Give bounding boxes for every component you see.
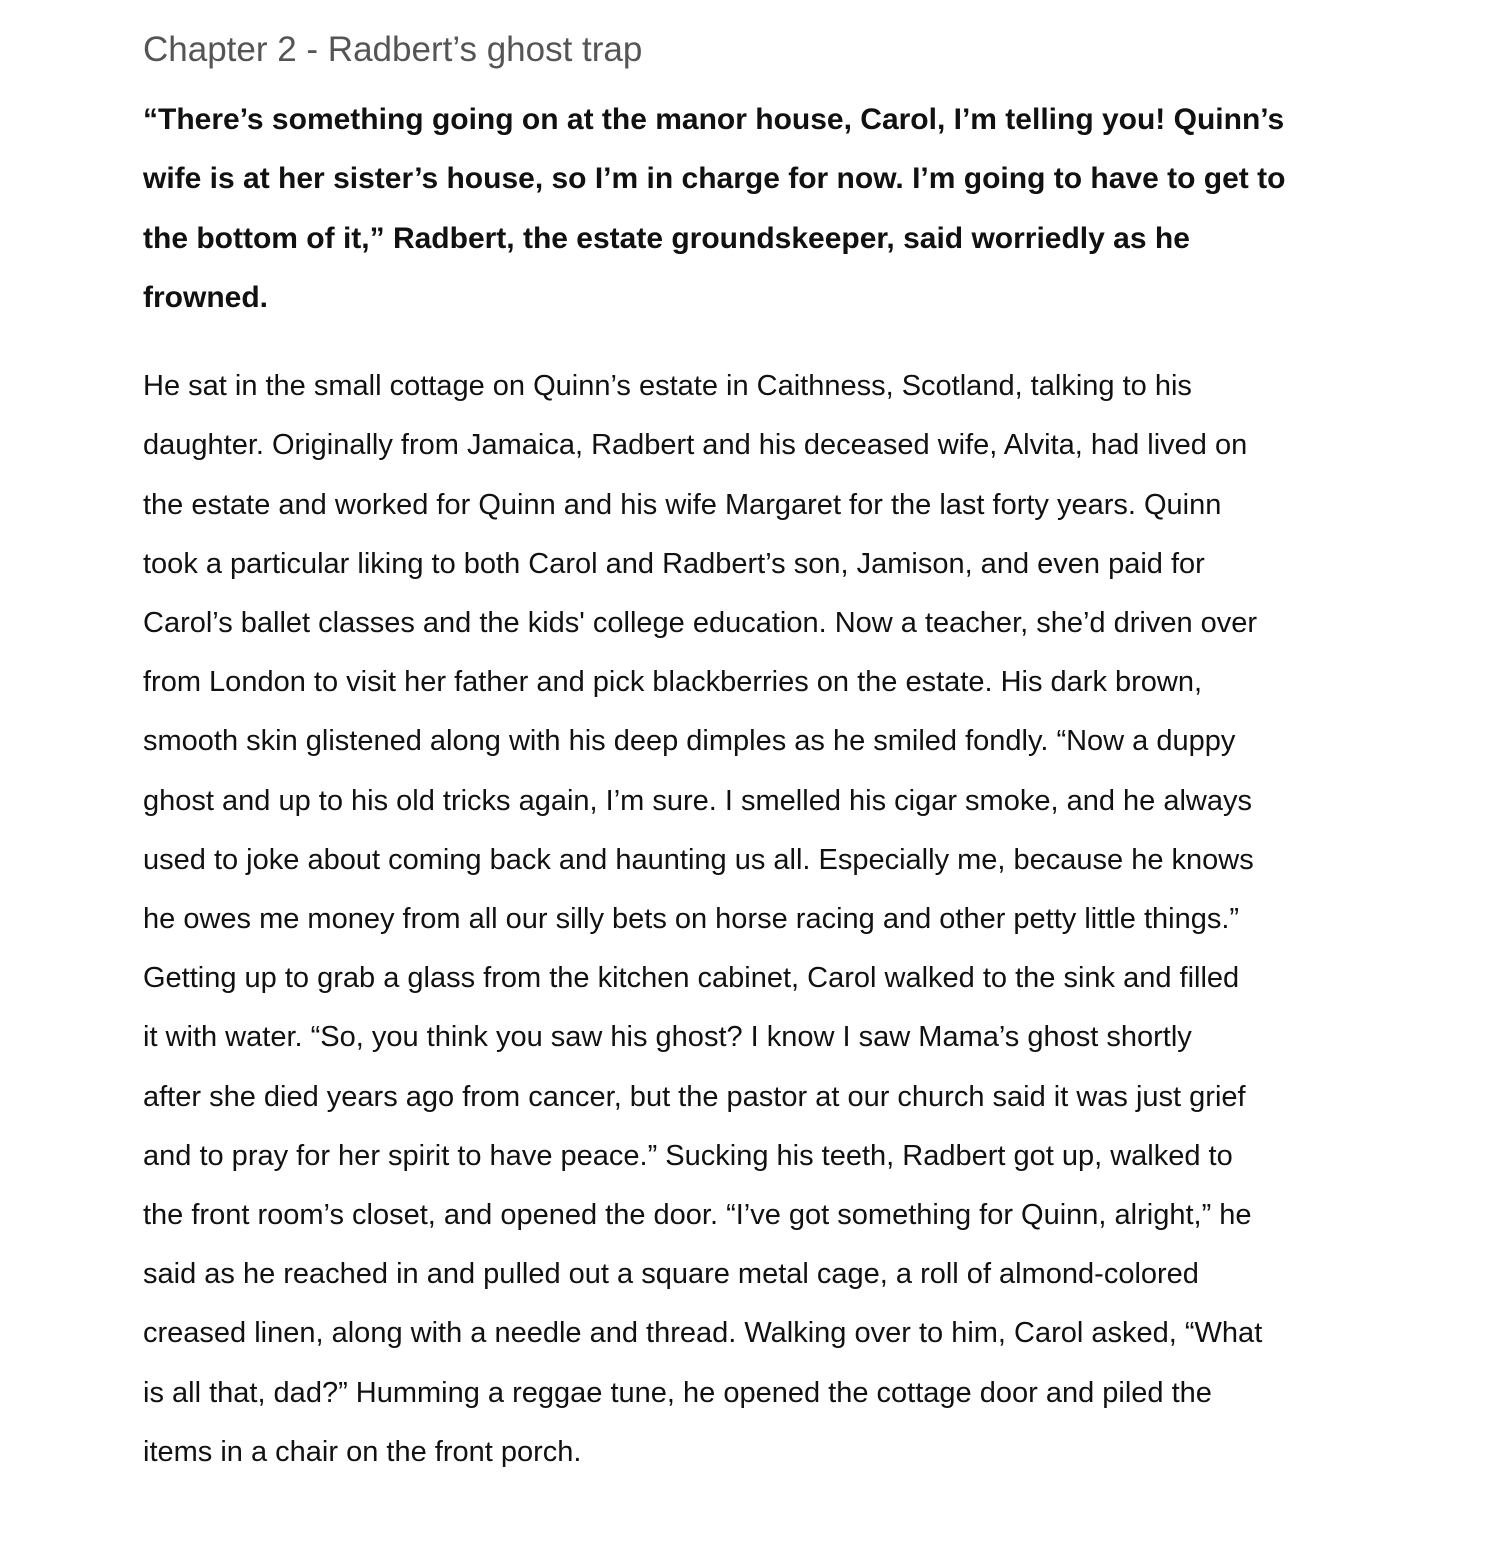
body-line: items in a chair on the front porch. bbox=[143, 1435, 582, 1468]
body-line: it with water. “So, you think you saw his ghost? I know I saw Mama’s ghost shortly bbox=[143, 1021, 1192, 1054]
body-paragraph bbox=[143, 357, 1383, 1482]
document-page bbox=[143, 22, 1383, 1482]
lead-line: wife is at her sister’s house, so I’m in charge for now. I’m going to have to get to bbox=[143, 162, 1286, 196]
lead-line: “There’s something going on at the manor house, Carol, I’m telling you! Quinn’s bbox=[143, 103, 1285, 136]
body-line: He sat in the small cottage on Quinn’s estate in Caithness, Scotland, talking to his bbox=[143, 370, 1192, 403]
body-line: daughter. Originally from Jamaica, Radbert and his deceased wife, Alvita, had lived on bbox=[143, 429, 1248, 462]
body-line: after she died years ago from cancer, but the pastor at our church said it was just grief bbox=[143, 1080, 1246, 1113]
body-line: Getting up to grab a glass from the kitchen cabinet, Carol walked to the sink and filled bbox=[143, 962, 1240, 995]
body-line: from London to visit her father and pick blackberries on the estate. His dark brown, bbox=[143, 666, 1203, 699]
body-line: the estate and worked for Quinn and his wife Margaret for the last forty years. Quinn bbox=[143, 488, 1222, 521]
body-line: creased linen, along with a needle and thread. Walking over to him, Carol asked, “What bbox=[143, 1317, 1263, 1350]
body-line: he owes me money from all our silly bets on horse racing and other petty little things.” bbox=[143, 903, 1240, 936]
lead-line: frowned. bbox=[143, 280, 268, 314]
body-line: and to pray for her spirit to have peace.” Sucking his teeth, Radbert got up, walked to bbox=[143, 1139, 1233, 1172]
lead-line: the bottom of it,” Radbert, the estate groundskeeper, said worriedly as he bbox=[143, 221, 1190, 255]
chapter-title: Chapter 2 - Radbert’s ghost trap bbox=[143, 30, 643, 69]
body-line: smooth skin glistened along with his deep dimples as he smiled fondly. “Now a duppy bbox=[143, 725, 1236, 758]
body-line: used to joke about coming back and haunting us all. Especially me, because he knows bbox=[143, 843, 1254, 876]
body-line: ghost and up to his old tricks again, I’m sure. I smelled his cigar smoke, and he always bbox=[143, 784, 1252, 817]
body-line: said as he reached in and pulled out a square metal cage, a roll of almond-colored bbox=[143, 1258, 1199, 1291]
body-line: is all that, dad?” Humming a reggae tune, he opened the cottage door and piled the bbox=[143, 1376, 1212, 1409]
body-line: Carol’s ballet classes and the kids' college education. Now a teacher, she’d driven over bbox=[143, 607, 1258, 639]
lead-paragraph bbox=[143, 90, 1383, 327]
body-line: took a particular liking to both Carol and Radbert’s son, Jamison, and even paid for bbox=[143, 547, 1205, 580]
body-line: the front room’s closet, and opened the door. “I’ve got something for Quinn, alright,” he bbox=[143, 1199, 1252, 1232]
